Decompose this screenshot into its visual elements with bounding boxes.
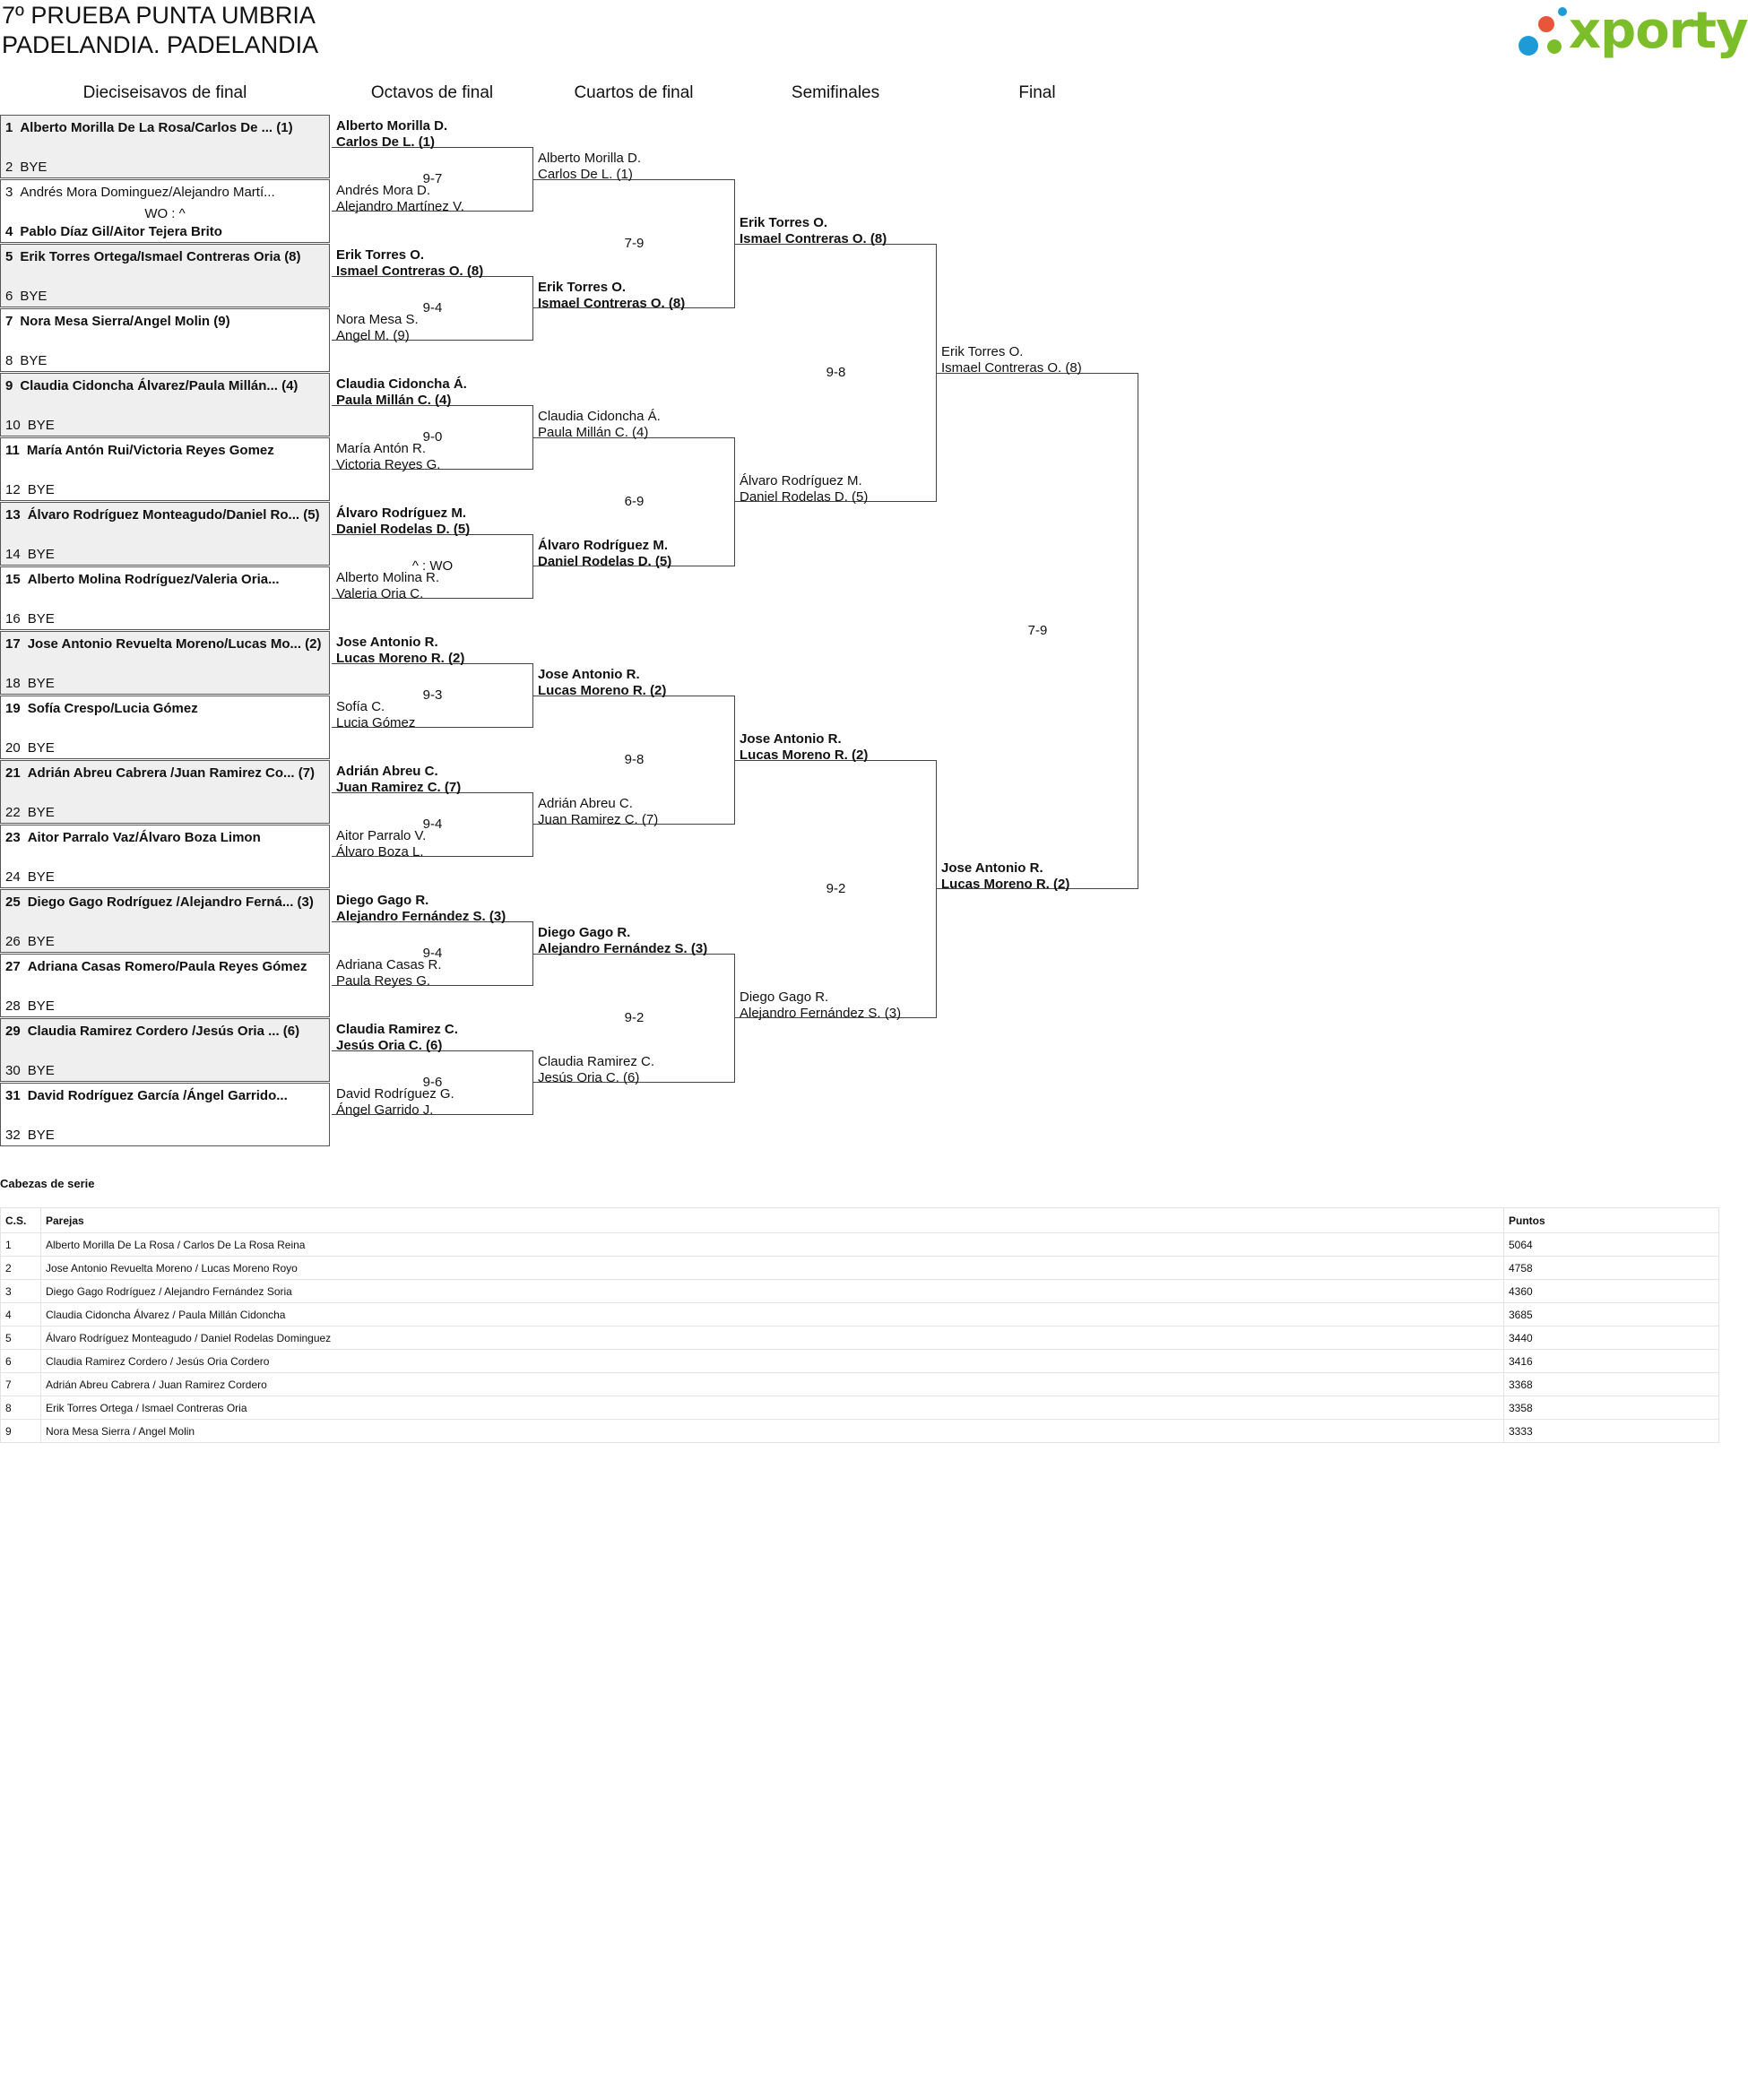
player-top-line2[interactable]: Carlos De L. (1)	[336, 134, 436, 150]
match-score: 9-4	[422, 300, 443, 315]
seeds-section-title: Cabezas de serie	[0, 1177, 95, 1190]
seed-row	[1, 1420, 1719, 1443]
player-top-line1[interactable]: Diego Gago R.	[336, 893, 429, 908]
player-top-line2[interactable]: Ismael Contreras O. (8)	[941, 360, 1082, 376]
player-top-line2[interactable]: Alejandro Fernández S. (3)	[538, 941, 708, 956]
seed-points: 3358	[1504, 1396, 1719, 1420]
player-bottom-line2[interactable]: Daniel Rodelas D. (5)	[538, 554, 672, 569]
logo-dot-blue	[1519, 36, 1538, 56]
seeds-table	[0, 1207, 1719, 1443]
player-name: BYE	[20, 289, 48, 304]
player-bottom-line2[interactable]: Lucia Gómez	[336, 715, 416, 730]
r32-bottom-player[interactable]	[5, 1128, 55, 1143]
match-r32	[0, 696, 330, 759]
player-bottom-line1[interactable]: Erik Torres O.	[538, 280, 627, 295]
page-subtitle: PADELANDIA. PADELANDIA	[2, 31, 319, 58]
round-header-r32: Dieciseisavos de final	[82, 83, 247, 102]
player-name: Alberto Molina Rodríguez/Valeria Oria...	[27, 572, 280, 587]
seed-number: 29	[5, 1024, 21, 1039]
player-name: BYE	[27, 869, 55, 885]
player-name: Sofía Crespo/Lucia Gómez	[27, 701, 198, 716]
r32-bottom-player[interactable]	[5, 676, 55, 691]
player-bottom-line1[interactable]: Claudia Ramirez C.	[538, 1054, 655, 1069]
seed-number: 7	[5, 314, 13, 329]
seed-number: 25	[5, 894, 21, 910]
player-name: BYE	[27, 547, 55, 562]
r32-top-player[interactable]	[5, 1024, 299, 1039]
player-top-line1[interactable]: Claudia Cidoncha Á.	[538, 409, 661, 424]
seed-pair: Nora Mesa Sierra / Angel Molin	[41, 1420, 1504, 1443]
seed-row	[1, 1257, 1719, 1280]
seed-number: 20	[5, 740, 21, 756]
match-r32	[0, 373, 330, 436]
player-top-line2[interactable]: Paula Millán C. (4)	[336, 393, 452, 408]
match-r32	[0, 308, 330, 372]
player-bottom-line2[interactable]: Alejandro Fernández S. (3)	[740, 1006, 902, 1021]
seed-points: 5064	[1504, 1233, 1719, 1257]
match-score: 9-8	[826, 365, 846, 380]
seed-number: 28	[5, 998, 21, 1014]
match-r32	[0, 115, 330, 178]
match-score: 9-8	[624, 752, 645, 767]
player-top-line2[interactable]: Juan Ramirez C. (7)	[336, 780, 462, 795]
seed-number: 24	[5, 869, 21, 885]
player-bottom-line1[interactable]: Sofía C.	[336, 699, 385, 714]
player-name: Claudia Ramirez Cordero /Jesús Oria ... (6)	[27, 1024, 300, 1039]
seed-number: 21	[5, 765, 21, 781]
player-bottom-line1[interactable]: Álvaro Rodríguez M.	[740, 473, 862, 488]
player-name: BYE	[27, 740, 55, 756]
seed-points: 3440	[1504, 1327, 1719, 1350]
player-name: Aitor Parralo Vaz/Álvaro Boza Limon	[27, 830, 261, 845]
match-r32	[0, 889, 330, 953]
r32-top-player[interactable]	[5, 636, 322, 652]
r32-bottom-player[interactable]	[5, 418, 55, 433]
player-name: BYE	[27, 482, 55, 497]
player-bottom-line2[interactable]: Alejandro Martínez V.	[336, 199, 464, 214]
player-top-line1[interactable]: Alberto Morilla D.	[336, 118, 448, 134]
seed-number: 6	[5, 289, 13, 304]
player-bottom-line2[interactable]: Victoria Reyes G.	[336, 457, 441, 472]
player-top-line2[interactable]: Lucas Moreno R. (2)	[336, 651, 465, 666]
player-top-line2[interactable]: Lucas Moreno R. (2)	[538, 683, 667, 698]
match-r32	[0, 954, 330, 1017]
player-top-line2[interactable]: Lucas Moreno R. (2)	[740, 748, 869, 763]
seed-number: 22	[5, 805, 21, 820]
seed-number: 19	[5, 701, 21, 716]
player-bottom-line1[interactable]: Álvaro Rodríguez M.	[538, 538, 669, 553]
player-top-line1[interactable]: Adrián Abreu C.	[336, 764, 438, 779]
seed-cs: 2	[1, 1257, 41, 1280]
match-score: 9-6	[422, 1075, 443, 1090]
player-bottom-line2[interactable]: Ángel Garrido J.	[336, 1102, 434, 1118]
seed-points: 3368	[1504, 1373, 1719, 1396]
match-score: 9-4	[422, 817, 443, 832]
seed-pair: Adrián Abreu Cabrera / Juan Ramirez Cordero	[41, 1373, 1504, 1396]
seed-cs: 7	[1, 1373, 41, 1396]
player-bottom-line1[interactable]: Adriana Casas R.	[336, 957, 442, 972]
player-name: BYE	[27, 1128, 55, 1143]
seed-number: 26	[5, 934, 21, 949]
seed-number: 31	[5, 1088, 21, 1103]
r32-top-player[interactable]	[5, 959, 307, 974]
logo-dot-green	[1547, 39, 1562, 54]
r32-bottom-player[interactable]	[5, 805, 55, 820]
match-r32	[0, 437, 330, 501]
match-r32	[0, 1018, 330, 1082]
seed-row	[1, 1280, 1719, 1303]
player-top-line1[interactable]: Claudia Ramirez C.	[336, 1022, 458, 1037]
seed-cs: 3	[1, 1280, 41, 1303]
r32-top-player[interactable]	[5, 1088, 288, 1103]
logo-dot-orange	[1538, 16, 1554, 32]
player-name: Claudia Cidoncha Álvarez/Paula Millán... (4)	[20, 378, 299, 393]
player-bottom-line2[interactable]: Ismael Contreras O. (8)	[538, 296, 686, 311]
seed-points: 3685	[1504, 1303, 1719, 1327]
r32-top-player[interactable]	[5, 894, 314, 910]
player-top-line2[interactable]: Ismael Contreras O. (8)	[740, 231, 887, 246]
round-header-sf: Semifinales	[791, 83, 880, 102]
seed-number: 27	[5, 959, 21, 974]
match-result: WO : ^	[144, 206, 186, 221]
seed-pair: Diego Gago Rodríguez / Alejandro Fernández Soria	[41, 1280, 1504, 1303]
player-bottom-line1[interactable]: María Antón R.	[336, 441, 427, 456]
player-bottom-line1[interactable]: Alberto Molina R.	[336, 570, 440, 585]
match-score: 7-9	[1027, 623, 1048, 638]
match-score: 9-3	[422, 687, 443, 703]
seed-number: 16	[5, 611, 21, 627]
seed-number: 23	[5, 830, 21, 845]
seed-number: 15	[5, 572, 21, 587]
round-header-r16: Octavos de final	[370, 83, 494, 102]
player-name: Nora Mesa Sierra/Angel Molin (9)	[20, 314, 230, 329]
player-bottom-line2[interactable]: Angel M. (9)	[336, 328, 410, 343]
player-top-line1[interactable]: Jose Antonio R.	[538, 667, 640, 682]
seed-row	[1, 1373, 1719, 1396]
match-r32	[0, 825, 330, 888]
player-name: Diego Gago Rodríguez /Alejandro Ferná... (3)	[27, 894, 314, 910]
seed-pair: Jose Antonio Revuelta Moreno / Lucas Moreno Royo	[41, 1257, 1504, 1280]
r32-top-player[interactable]	[5, 185, 275, 200]
seed-points: 4758	[1504, 1257, 1719, 1280]
player-bottom-line2[interactable]: Paula Reyes G.	[336, 973, 431, 989]
r32-bottom-player[interactable]	[5, 1063, 55, 1078]
seed-row	[1, 1303, 1719, 1327]
player-top-line1[interactable]: Jose Antonio R.	[740, 731, 842, 747]
player-name: Adriana Casas Romero/Paula Reyes Gómez	[27, 959, 307, 974]
seed-pair: Erik Torres Ortega / Ismael Contreras Oria	[41, 1396, 1504, 1420]
seed-number: 11	[5, 443, 20, 458]
seed-number: 10	[5, 418, 21, 433]
player-name: BYE	[27, 934, 55, 949]
match-r32	[0, 244, 330, 307]
r32-bottom-player[interactable]	[5, 547, 55, 562]
player-name: BYE	[27, 1063, 55, 1078]
player-name: BYE	[20, 353, 48, 368]
player-bottom-line1[interactable]: David Rodríguez G.	[336, 1086, 454, 1102]
seed-pair: Claudia Ramirez Cordero / Jesús Oria Cordero	[41, 1350, 1504, 1373]
r32-top-player[interactable]	[5, 443, 274, 458]
player-top-line1[interactable]: Erik Torres O.	[740, 215, 828, 230]
match-score: 9-2	[624, 1010, 645, 1025]
r32-bottom-player[interactable]	[5, 353, 47, 368]
player-bottom-line1[interactable]: Jose Antonio R.	[941, 860, 1043, 876]
player-top-line1[interactable]: Álvaro Rodríguez M.	[336, 506, 467, 521]
player-name: BYE	[27, 998, 55, 1014]
seeds-header-row	[1, 1208, 1719, 1233]
round-header-qf: Cuartos de final	[574, 83, 694, 102]
player-top-line1[interactable]: Erik Torres O.	[336, 247, 425, 263]
r32-top-player[interactable]	[5, 765, 315, 781]
player-top-line1[interactable]: Erik Torres O.	[941, 344, 1024, 359]
r32-top-player[interactable]	[5, 572, 280, 587]
match-score: ^ : WO	[411, 558, 454, 574]
seed-number: 4	[5, 224, 13, 239]
seed-row	[1, 1327, 1719, 1350]
player-name: David Rodríguez García /Ángel Garrido...	[27, 1088, 288, 1103]
player-bottom-line1[interactable]: Aitor Parralo V.	[336, 828, 427, 843]
match-r32	[0, 1083, 330, 1146]
seed-cs: 6	[1, 1350, 41, 1373]
player-name: BYE	[20, 160, 48, 175]
r32-bottom-player[interactable]	[5, 740, 55, 756]
logo-word: xporty	[1569, 2, 1748, 60]
match-r32	[0, 502, 330, 566]
seed-number: 12	[5, 482, 21, 497]
seed-row	[1, 1350, 1719, 1373]
r32-bottom-player[interactable]	[5, 289, 47, 304]
match-score: 9-7	[422, 171, 443, 186]
r32-top-player[interactable]	[5, 249, 301, 264]
match-score: 7-9	[624, 236, 645, 251]
player-top-line1[interactable]: Alberto Morilla D.	[538, 151, 642, 166]
player-bottom-line2[interactable]: Valeria Oria C.	[336, 586, 424, 601]
player-name: Andrés Mora Dominguez/Alejandro Martí...	[20, 185, 275, 200]
seed-points: 4360	[1504, 1280, 1719, 1303]
seed-number: 8	[5, 353, 13, 368]
seed-cs: 4	[1, 1303, 41, 1327]
match-score: 9-4	[422, 946, 443, 961]
r32-bottom-player[interactable]	[5, 998, 55, 1014]
match-r32	[0, 760, 330, 824]
seed-number: 17	[5, 636, 21, 652]
seed-cs: 9	[1, 1420, 41, 1443]
player-top-line1[interactable]: Claudia Cidoncha Á.	[336, 376, 467, 392]
r32-top-player[interactable]	[5, 701, 198, 716]
match-r32	[0, 631, 330, 695]
seed-cs: 5	[1, 1327, 41, 1350]
match-r32	[0, 566, 330, 630]
seed-number: 30	[5, 1063, 21, 1078]
seed-number: 5	[5, 249, 13, 264]
r32-bottom-player[interactable]	[5, 224, 222, 239]
seed-number: 18	[5, 676, 21, 691]
seed-row	[1, 1396, 1719, 1420]
player-bottom-line1[interactable]: Andrés Mora D.	[336, 183, 431, 198]
seed-points: 3416	[1504, 1350, 1719, 1373]
seed-number: 9	[5, 378, 13, 393]
player-name: BYE	[27, 676, 55, 691]
player-name: María Antón Rui/Victoria Reyes Gomez	[26, 443, 274, 458]
player-bottom-line2[interactable]: Álvaro Boza L.	[336, 844, 424, 860]
seed-number: 32	[5, 1128, 21, 1143]
match-score: 6-9	[624, 494, 645, 509]
player-name: Alberto Morilla De La Rosa/Carlos De ... (1)	[20, 120, 293, 135]
player-bottom-line2[interactable]: Daniel Rodelas D. (5)	[740, 489, 869, 505]
seeds-header-cs: C.S.	[1, 1208, 41, 1233]
seed-cs: 8	[1, 1396, 41, 1420]
player-bottom-line1[interactable]: Adrián Abreu C.	[538, 796, 633, 811]
r32-bottom-player[interactable]	[5, 934, 55, 949]
player-top-line2[interactable]: Ismael Contreras O. (8)	[336, 264, 484, 279]
r32-bottom-player[interactable]	[5, 482, 55, 497]
player-top-line2[interactable]: Daniel Rodelas D. (5)	[336, 522, 471, 537]
seed-number: 14	[5, 547, 21, 562]
player-name: BYE	[27, 611, 55, 627]
seed-number: 3	[5, 185, 13, 200]
seed-pair: Claudia Cidoncha Álvarez / Paula Millán Cidoncha	[41, 1303, 1504, 1327]
player-bottom-line2[interactable]: Juan Ramirez C. (7)	[538, 812, 659, 827]
seed-number: 13	[5, 507, 21, 523]
seed-number: 1	[5, 120, 13, 135]
player-name: Álvaro Rodríguez Monteagudo/Daniel Ro... (5)	[27, 507, 320, 523]
player-name: BYE	[27, 805, 55, 820]
r32-top-player[interactable]	[5, 830, 261, 845]
r32-bottom-player[interactable]	[5, 869, 55, 885]
player-bottom-line1[interactable]: Nora Mesa S.	[336, 312, 419, 327]
r32-top-player[interactable]	[5, 507, 320, 523]
player-top-line2[interactable]: Carlos De L. (1)	[538, 167, 633, 182]
r32-top-player[interactable]	[5, 314, 230, 329]
match-r32	[0, 179, 330, 243]
seed-points: 3333	[1504, 1420, 1719, 1443]
seed-number: 2	[5, 160, 13, 175]
seed-cs: 1	[1, 1233, 41, 1257]
player-name: Adrián Abreu Cabrera /Juan Ramirez Co... (7)	[27, 765, 316, 781]
r32-bottom-player[interactable]	[5, 160, 47, 175]
player-top-line2[interactable]: Alejandro Fernández S. (3)	[336, 909, 506, 924]
seeds-header-puntos: Puntos	[1504, 1208, 1719, 1233]
r32-bottom-player[interactable]	[5, 611, 55, 627]
seed-pair: Álvaro Rodríguez Monteagudo / Daniel Rodelas Dominguez	[41, 1327, 1504, 1350]
seed-row	[1, 1233, 1719, 1257]
player-bottom-line2[interactable]: Lucas Moreno R. (2)	[941, 877, 1070, 892]
player-name: Pablo Díaz Gil/Aitor Tejera Brito	[20, 224, 222, 239]
player-top-line1[interactable]: Diego Gago R.	[538, 925, 631, 940]
player-top-line2[interactable]: Paula Millán C. (4)	[538, 425, 649, 440]
round-header-final: Final	[1018, 83, 1056, 102]
player-name: Jose Antonio Revuelta Moreno/Lucas Mo... (2)	[27, 636, 322, 652]
seeds-header-parejas: Parejas	[41, 1208, 1504, 1233]
player-bottom-line1[interactable]: Diego Gago R.	[740, 990, 829, 1005]
logo-dot-small-blue	[1558, 7, 1567, 16]
match-score: 9-0	[422, 429, 443, 445]
player-top-line1[interactable]: Jose Antonio R.	[336, 635, 438, 650]
seed-pair: Alberto Morilla De La Rosa / Carlos De La Rosa Reina	[41, 1233, 1504, 1257]
r32-top-player[interactable]	[5, 120, 293, 135]
player-name: BYE	[27, 418, 55, 433]
xporty-logo[interactable]	[1515, 0, 1748, 63]
page-title: 7º PRUEBA PUNTA UMBRIA	[2, 2, 316, 29]
player-top-line2[interactable]: Jesús Oria C. (6)	[336, 1038, 443, 1053]
player-name: Erik Torres Ortega/Ismael Contreras Oria (8)	[20, 249, 301, 264]
player-bottom-line2[interactable]: Jesús Oria C. (6)	[538, 1070, 640, 1085]
r32-top-player[interactable]	[5, 378, 298, 393]
match-score: 9-2	[826, 881, 846, 896]
